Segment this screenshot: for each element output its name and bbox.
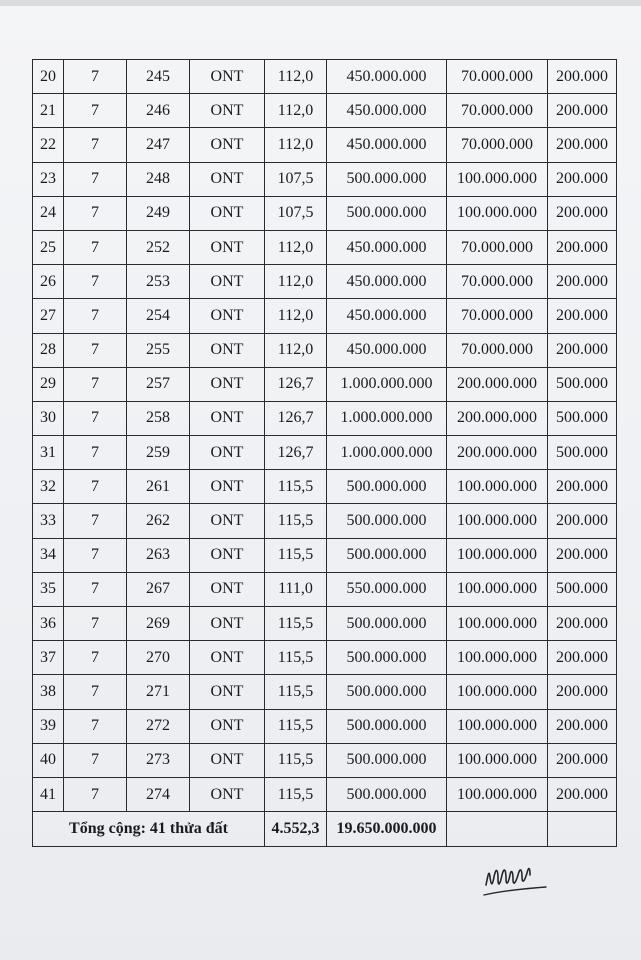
row-number-cell: 27: [33, 299, 64, 333]
land-type-cell: ONT: [190, 299, 265, 333]
table-row: [33, 128, 617, 162]
land-type-cell: ONT: [190, 128, 265, 162]
table-row: [33, 333, 617, 367]
deposit-cell: 70.000.000: [447, 60, 548, 94]
area-cell: 115,5: [265, 675, 327, 709]
price-cell: 450.000.000: [327, 94, 447, 128]
area-cell: 112,0: [265, 94, 327, 128]
deposit-cell: 100.000.000: [447, 196, 548, 230]
fee-cell: 200.000: [548, 675, 617, 709]
total-deposit: [447, 812, 548, 847]
map-sheet-cell: 7: [64, 777, 127, 811]
total-price: 19.650.000.000: [327, 812, 447, 847]
row-number-cell: 32: [33, 470, 64, 504]
fee-cell: 200.000: [548, 470, 617, 504]
parcel-number-cell: 258: [127, 401, 190, 435]
area-cell: 126,7: [265, 367, 327, 401]
map-sheet-cell: 7: [64, 60, 127, 94]
map-sheet-cell: 7: [64, 162, 127, 196]
row-number-cell: 28: [33, 333, 64, 367]
row-number-cell: 31: [33, 436, 64, 470]
parcel-number-cell: 247: [127, 128, 190, 162]
table-row: [33, 470, 617, 504]
fee-cell: 200.000: [548, 162, 617, 196]
fee-cell: 200.000: [548, 743, 617, 777]
deposit-cell: 200.000.000: [447, 367, 548, 401]
row-number-cell: 29: [33, 367, 64, 401]
area-cell: 115,5: [265, 777, 327, 811]
map-sheet-cell: 7: [64, 196, 127, 230]
parcel-number-cell: 261: [127, 470, 190, 504]
fee-cell: 500.000: [548, 572, 617, 606]
parcel-number-cell: 255: [127, 333, 190, 367]
deposit-cell: 100.000.000: [447, 504, 548, 538]
fee-cell: 200.000: [548, 196, 617, 230]
area-cell: 112,0: [265, 230, 327, 264]
row-number-cell: 34: [33, 538, 64, 572]
land-type-cell: ONT: [190, 607, 265, 641]
area-cell: 115,5: [265, 607, 327, 641]
price-cell: 450.000.000: [327, 265, 447, 299]
land-type-cell: ONT: [190, 538, 265, 572]
fee-cell: 200.000: [548, 777, 617, 811]
area-cell: 126,7: [265, 436, 327, 470]
map-sheet-cell: 7: [64, 128, 127, 162]
price-cell: 500.000.000: [327, 709, 447, 743]
row-number-cell: 37: [33, 641, 64, 675]
table-row: [33, 401, 617, 435]
fee-cell: 200.000: [548, 94, 617, 128]
map-sheet-cell: 7: [64, 299, 127, 333]
area-cell: 115,5: [265, 504, 327, 538]
table-row: [33, 572, 617, 606]
table-row: [33, 675, 617, 709]
area-cell: 115,5: [265, 538, 327, 572]
map-sheet-cell: 7: [64, 401, 127, 435]
map-sheet-cell: 7: [64, 230, 127, 264]
row-number-cell: 25: [33, 230, 64, 264]
parcel-number-cell: 245: [127, 60, 190, 94]
table-body: [33, 60, 617, 812]
table-row: [33, 709, 617, 743]
row-number-cell: 22: [33, 128, 64, 162]
fee-cell: 200.000: [548, 641, 617, 675]
land-type-cell: ONT: [190, 333, 265, 367]
parcel-number-cell: 252: [127, 230, 190, 264]
row-number-cell: 38: [33, 675, 64, 709]
price-cell: 500.000.000: [327, 641, 447, 675]
table-row: [33, 60, 617, 94]
price-cell: 500.000.000: [327, 607, 447, 641]
area-cell: 115,5: [265, 709, 327, 743]
price-cell: 450.000.000: [327, 128, 447, 162]
map-sheet-cell: 7: [64, 709, 127, 743]
row-number-cell: 33: [33, 504, 64, 538]
fee-cell: 500.000: [548, 367, 617, 401]
row-number-cell: 40: [33, 743, 64, 777]
area-cell: 112,0: [265, 265, 327, 299]
parcel-number-cell: 249: [127, 196, 190, 230]
land-type-cell: ONT: [190, 641, 265, 675]
deposit-cell: 100.000.000: [447, 607, 548, 641]
parcel-number-cell: 259: [127, 436, 190, 470]
deposit-cell: 100.000.000: [447, 709, 548, 743]
deposit-cell: 100.000.000: [447, 538, 548, 572]
row-number-cell: 23: [33, 162, 64, 196]
price-cell: 500.000.000: [327, 162, 447, 196]
area-cell: 112,0: [265, 60, 327, 94]
land-type-cell: ONT: [190, 401, 265, 435]
land-type-cell: ONT: [190, 367, 265, 401]
price-cell: 450.000.000: [327, 60, 447, 94]
row-number-cell: 39: [33, 709, 64, 743]
row-number-cell: 36: [33, 607, 64, 641]
parcel-number-cell: 270: [127, 641, 190, 675]
price-cell: 550.000.000: [327, 572, 447, 606]
table-row: [33, 196, 617, 230]
row-number-cell: 41: [33, 777, 64, 811]
map-sheet-cell: 7: [64, 743, 127, 777]
area-cell: 115,5: [265, 470, 327, 504]
land-parcel-table: [32, 59, 617, 847]
land-type-cell: ONT: [190, 230, 265, 264]
area-cell: 111,0: [265, 572, 327, 606]
fee-cell: 200.000: [548, 265, 617, 299]
deposit-cell: 100.000.000: [447, 743, 548, 777]
area-cell: 112,0: [265, 299, 327, 333]
map-sheet-cell: 7: [64, 333, 127, 367]
row-number-cell: 26: [33, 265, 64, 299]
fee-cell: 200.000: [548, 504, 617, 538]
table-row: [33, 162, 617, 196]
map-sheet-cell: 7: [64, 436, 127, 470]
land-type-cell: ONT: [190, 709, 265, 743]
table-row: [33, 94, 617, 128]
deposit-cell: 70.000.000: [447, 265, 548, 299]
fee-cell: 500.000: [548, 401, 617, 435]
price-cell: 1.000.000.000: [327, 401, 447, 435]
deposit-cell: 70.000.000: [447, 94, 548, 128]
deposit-cell: 70.000.000: [447, 299, 548, 333]
area-cell: 115,5: [265, 743, 327, 777]
land-type-cell: ONT: [190, 777, 265, 811]
price-cell: 500.000.000: [327, 504, 447, 538]
parcel-number-cell: 257: [127, 367, 190, 401]
signature-icon: [480, 855, 550, 900]
price-cell: 500.000.000: [327, 675, 447, 709]
map-sheet-cell: 7: [64, 641, 127, 675]
deposit-cell: 70.000.000: [447, 230, 548, 264]
row-number-cell: 20: [33, 60, 64, 94]
fee-cell: 200.000: [548, 230, 617, 264]
page-top-edge: [0, 0, 641, 6]
area-cell: 126,7: [265, 401, 327, 435]
parcel-number-cell: 273: [127, 743, 190, 777]
area-cell: 115,5: [265, 641, 327, 675]
parcel-number-cell: 274: [127, 777, 190, 811]
table-row: [33, 743, 617, 777]
parcel-number-cell: 267: [127, 572, 190, 606]
map-sheet-cell: 7: [64, 367, 127, 401]
land-type-cell: ONT: [190, 470, 265, 504]
price-cell: 500.000.000: [327, 777, 447, 811]
fee-cell: 200.000: [548, 299, 617, 333]
land-type-cell: ONT: [190, 743, 265, 777]
table-row: [33, 607, 617, 641]
deposit-cell: 100.000.000: [447, 572, 548, 606]
area-cell: 107,5: [265, 196, 327, 230]
table-row: [33, 265, 617, 299]
map-sheet-cell: 7: [64, 538, 127, 572]
fee-cell: 200.000: [548, 60, 617, 94]
fee-cell: 200.000: [548, 538, 617, 572]
area-cell: 107,5: [265, 162, 327, 196]
land-type-cell: ONT: [190, 504, 265, 538]
row-number-cell: 21: [33, 94, 64, 128]
parcel-number-cell: 271: [127, 675, 190, 709]
land-type-cell: ONT: [190, 265, 265, 299]
table-row: [33, 367, 617, 401]
map-sheet-cell: 7: [64, 94, 127, 128]
deposit-cell: 100.000.000: [447, 777, 548, 811]
area-cell: 112,0: [265, 333, 327, 367]
deposit-cell: 70.000.000: [447, 128, 548, 162]
land-type-cell: ONT: [190, 675, 265, 709]
table-row: [33, 299, 617, 333]
table-row: [33, 504, 617, 538]
deposit-cell: 200.000.000: [447, 436, 548, 470]
map-sheet-cell: 7: [64, 675, 127, 709]
map-sheet-cell: 7: [64, 470, 127, 504]
parcel-number-cell: 254: [127, 299, 190, 333]
parcel-number-cell: 246: [127, 94, 190, 128]
row-number-cell: 24: [33, 196, 64, 230]
land-type-cell: ONT: [190, 572, 265, 606]
row-number-cell: 35: [33, 572, 64, 606]
price-cell: 500.000.000: [327, 538, 447, 572]
row-number-cell: 30: [33, 401, 64, 435]
map-sheet-cell: 7: [64, 504, 127, 538]
deposit-cell: 70.000.000: [447, 333, 548, 367]
total-label: Tổng cộng: 41 thửa đất: [33, 812, 265, 847]
parcel-number-cell: 253: [127, 265, 190, 299]
map-sheet-cell: 7: [64, 265, 127, 299]
total-area: 4.552,3: [265, 812, 327, 847]
price-cell: 500.000.000: [327, 196, 447, 230]
parcel-number-cell: 248: [127, 162, 190, 196]
land-type-cell: ONT: [190, 196, 265, 230]
table-row: [33, 777, 617, 811]
table-row: [33, 538, 617, 572]
table-row: [33, 230, 617, 264]
land-type-cell: ONT: [190, 60, 265, 94]
deposit-cell: 100.000.000: [447, 675, 548, 709]
deposit-cell: 100.000.000: [447, 162, 548, 196]
fee-cell: 200.000: [548, 128, 617, 162]
price-cell: 450.000.000: [327, 333, 447, 367]
fee-cell: 500.000: [548, 436, 617, 470]
fee-cell: 200.000: [548, 333, 617, 367]
parcel-number-cell: 272: [127, 709, 190, 743]
price-cell: 1.000.000.000: [327, 436, 447, 470]
parcel-number-cell: 269: [127, 607, 190, 641]
land-type-cell: ONT: [190, 436, 265, 470]
parcel-number-cell: 263: [127, 538, 190, 572]
deposit-cell: 200.000.000: [447, 401, 548, 435]
fee-cell: 200.000: [548, 709, 617, 743]
deposit-cell: 100.000.000: [447, 641, 548, 675]
table-row: [33, 641, 617, 675]
price-cell: 1.000.000.000: [327, 367, 447, 401]
fee-cell: 200.000: [548, 607, 617, 641]
land-type-cell: ONT: [190, 94, 265, 128]
price-cell: 450.000.000: [327, 230, 447, 264]
total-row: [33, 812, 617, 847]
land-type-cell: ONT: [190, 162, 265, 196]
table-row: [33, 436, 617, 470]
area-cell: 112,0: [265, 128, 327, 162]
deposit-cell: 100.000.000: [447, 470, 548, 504]
total-fee: [548, 812, 617, 847]
map-sheet-cell: 7: [64, 572, 127, 606]
price-cell: 450.000.000: [327, 299, 447, 333]
parcel-number-cell: 262: [127, 504, 190, 538]
price-cell: 500.000.000: [327, 743, 447, 777]
map-sheet-cell: 7: [64, 607, 127, 641]
price-cell: 500.000.000: [327, 470, 447, 504]
